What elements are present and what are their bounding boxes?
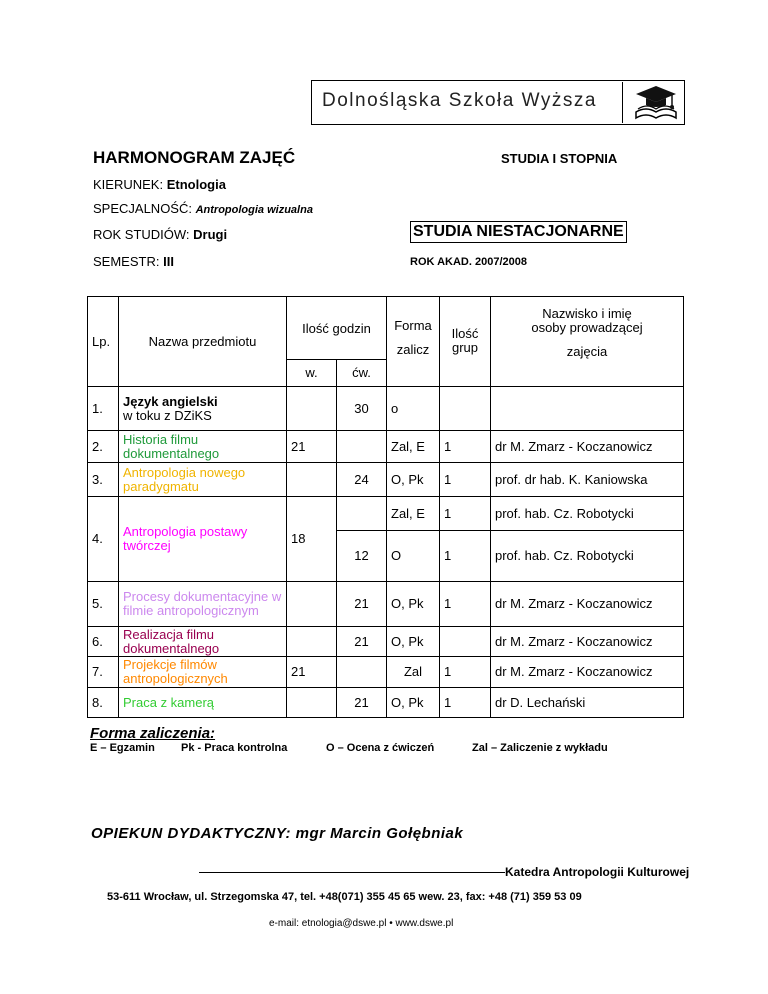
contact-email-web: e-mail: etnologia@dswe.pl • www.dswe.pl (269, 918, 454, 929)
row-forma: Zal (387, 657, 440, 688)
table-row (88, 582, 684, 627)
legend-zaliczenie: Zal – Zaliczenie z wykładu (472, 742, 608, 754)
study-mode-badge: STUDIA NIESTACJONARNE (410, 221, 627, 243)
row-lp: 6. (88, 627, 119, 657)
row-grupy: 1 (440, 657, 491, 688)
row-w (287, 627, 337, 657)
header-osoba (491, 297, 684, 387)
specjalnosc-label: SPECJALNOŚĆ: (93, 201, 192, 216)
row-cw: 24 (337, 463, 387, 497)
row-w (287, 582, 337, 627)
row-forma: O (387, 531, 440, 582)
schedule-table (87, 296, 684, 718)
footer-divider (199, 872, 505, 873)
legend-ocena: O – Ocena z ćwiczeń (326, 742, 435, 754)
row-forma: Zal, E (387, 497, 440, 531)
header-osoba-line1: Nazwisko i imię (542, 306, 632, 321)
row-subject: Praca z kamerą (119, 688, 287, 718)
semestr-line (93, 254, 174, 269)
row-subject: Historia filmu dokumentalnego (119, 431, 287, 463)
kierunek-label: KIERUNEK: (93, 177, 164, 192)
row-osoba: dr D. Lechański (491, 688, 684, 718)
table-row (88, 657, 684, 688)
rok-line (93, 227, 227, 242)
katedra-name: Katedra Antropologii Kulturowej (505, 865, 690, 879)
page-title: HARMONOGRAM ZAJĘĆ (93, 148, 296, 167)
subject-line2: w toku z DZiKS (123, 407, 212, 423)
contact-address: 53-611 Wrocław, ul. Strzegomska 47, tel. +48(071) 355 45 65 wew. 23, fax: +48 (71) 359 53 09 (107, 891, 582, 903)
row-osoba: dr M. Zmarz - Koczanowicz (491, 582, 684, 627)
study-level: STUDIA I STOPNIA (501, 151, 618, 166)
header-ilosc-grup (440, 297, 491, 387)
row-w (287, 688, 337, 718)
row-lp: 1. (88, 387, 119, 431)
row-osoba: dr M. Zmarz - Koczanowicz (491, 627, 684, 657)
table-header-row (88, 297, 684, 360)
row-grupy: 1 (440, 463, 491, 497)
header-forma-line2: zalicz (396, 342, 430, 357)
row-osoba: prof. hab. Cz. Robotycki (491, 531, 684, 582)
row-cw: 21 (337, 688, 387, 718)
kierunek-value: Etnologia (166, 177, 226, 192)
specjalnosc-value: Antropologia wizualna (195, 204, 313, 216)
row-subject: Antropologia nowego paradygmatu (119, 463, 287, 497)
row-w: 18 (287, 497, 337, 582)
semestr-label: SEMESTR: (93, 254, 160, 269)
row-cw (337, 431, 387, 463)
table-row (88, 387, 684, 431)
row-cw: 21 (337, 627, 387, 657)
header-ilosc-godzin: Ilość godzin (287, 297, 387, 360)
row-subject (119, 387, 287, 431)
kierunek-line (93, 177, 226, 192)
row-w: 21 (287, 657, 337, 688)
table-row (88, 463, 684, 497)
header-nazwa: Nazwa przedmiotu (119, 297, 287, 387)
row-cw (337, 657, 387, 688)
table-row (88, 688, 684, 718)
row-lp: 2. (88, 431, 119, 463)
row-forma: o (387, 387, 440, 431)
header-lp: Lp. (88, 297, 119, 387)
table-row (88, 627, 684, 657)
row-forma: O, Pk (387, 688, 440, 718)
logo-divider (622, 82, 623, 123)
table-row (88, 497, 684, 531)
graduation-cap-icon (630, 82, 682, 124)
header-grup-line2: grup (451, 340, 479, 355)
rok-label: ROK STUDIÓW: (93, 227, 190, 242)
row-forma: O, Pk (387, 582, 440, 627)
row-subject: Projekcje filmów antropologicznych (119, 657, 287, 688)
academic-year: ROK AKAD. 2007/2008 (410, 256, 527, 268)
row-subject: Antropologia postawy twórczej (119, 497, 287, 582)
row-lp: 8. (88, 688, 119, 718)
semestr-value: III (163, 254, 174, 269)
row-cw: 12 (337, 531, 387, 582)
row-grupy: 1 (440, 497, 491, 531)
header-osoba-line2: osoby prowadzącej (531, 320, 643, 335)
row-grupy (440, 387, 491, 431)
row-grupy: 1 (440, 531, 491, 582)
row-subject: Realizacja filmu dokumentalnego (119, 627, 287, 657)
row-grupy (440, 627, 491, 657)
row-w (287, 463, 337, 497)
subject-line1: Język angielski (123, 393, 218, 409)
row-osoba: prof. hab. Cz. Robotycki (491, 497, 684, 531)
row-cw: 21 (337, 582, 387, 627)
row-lp: 7. (88, 657, 119, 688)
row-cw: 30 (337, 387, 387, 431)
header-forma (387, 297, 440, 387)
row-subject: Procesy dokumentacyjne w filmie antropologicznym (119, 582, 287, 627)
row-grupy: 1 (440, 582, 491, 627)
row-osoba: prof. dr hab. K. Kaniowska (491, 463, 684, 497)
row-grupy: 1 (440, 688, 491, 718)
row-forma: O, Pk (387, 463, 440, 497)
row-forma: Zal, E (387, 431, 440, 463)
header-grup-line1: Ilość (451, 326, 479, 341)
legend-egzamin: E – Egzamin (90, 742, 155, 754)
legend-title: Forma zaliczenia: (90, 725, 216, 742)
row-lp: 4. (88, 497, 119, 582)
school-name: Dolnośląska Szkoła Wyższa (322, 90, 597, 111)
row-lp: 5. (88, 582, 119, 627)
table-row (88, 431, 684, 463)
header-w: w. (287, 360, 337, 387)
row-w: 21 (287, 431, 337, 463)
header-osoba-line3: zajęcia (566, 344, 608, 359)
specjalnosc-line (93, 201, 313, 216)
row-grupy: 1 (440, 431, 491, 463)
legend-praca-kontrolna: Pk - Praca kontrolna (181, 742, 288, 754)
row-cw (337, 497, 387, 531)
row-osoba: dr M. Zmarz - Koczanowicz (491, 657, 684, 688)
rok-value: Drugi (193, 227, 228, 242)
header-forma-line1: Forma (394, 318, 432, 333)
row-w (287, 387, 337, 431)
row-lp: 3. (88, 463, 119, 497)
header-cw: ćw. (337, 360, 387, 387)
row-osoba: dr M. Zmarz - Koczanowicz (491, 431, 684, 463)
row-osoba (491, 387, 684, 431)
row-forma: O, Pk (387, 627, 440, 657)
opiekun-dydaktyczny: OPIEKUN DYDAKTYCZNY: mgr Marcin Gołębniak (91, 825, 464, 842)
